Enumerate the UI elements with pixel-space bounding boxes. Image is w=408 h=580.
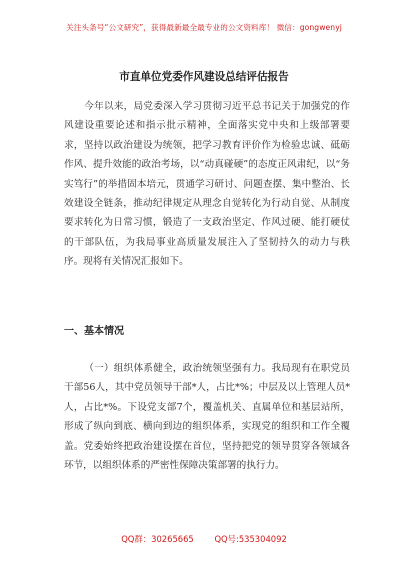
top-banner: 关注头条号“公文研究”，获得最新最全最专业的公文资料库！ 微信：gongwenyj — [66, 23, 342, 32]
section-text: （一）组织体系健全，政治统领坚强有力。我局现有在职党员干部56人，其中党员领导干部*人，占比*%；中层及以上管理人员*人，占比*%。下设党支部7个，覆盖机关、直属单位和基层站所，形成了纵向到底、横向到边的组织体系，实现党的组织和工作全覆盖。党委始终把政治建设摆在首位，坚持把党的领导贯穿各领域各环节，以组织体系的严密性保障决策部署的执行力。 — [64, 363, 350, 472]
intro-text: 今年以来，局党委深入学习贯彻习近平总书记关于加强党的作风建设重要论述和指示批示精神，全面落实党中央和上级部署要求，坚持以政治建设为统领，把学习教育评价作为检验忠诚、砥砺作风、提升效能的政治考场，以“动真碰硬”的态度正风肃纪，以“务实笃行”的举措固本培元，贯通学习研讨、问题查摆、集中整治、长效建设全链条，推动纪律规定从理念自觉转化为行动自觉、从制度要求转化为日常习惯，锻造了一支政治坚定、作风过硬、能打硬仗的干部队伍，为我局事业高质量发展注入了坚韧持久的动力与秩序。现将有关情况汇报如下。 — [64, 101, 350, 268]
document-title: 市直单位党委作风建设总结评估报告 — [119, 71, 289, 83]
footer-contact — [0, 533, 408, 545]
footer-qq-number: QQ号:535304092 — [214, 534, 287, 544]
section-paragraph — [64, 359, 350, 475]
section-heading: 一、基本情况 — [64, 326, 124, 337]
intro-paragraph — [64, 97, 350, 272]
footer-qq-group: QQ群：30265665 — [121, 534, 194, 544]
